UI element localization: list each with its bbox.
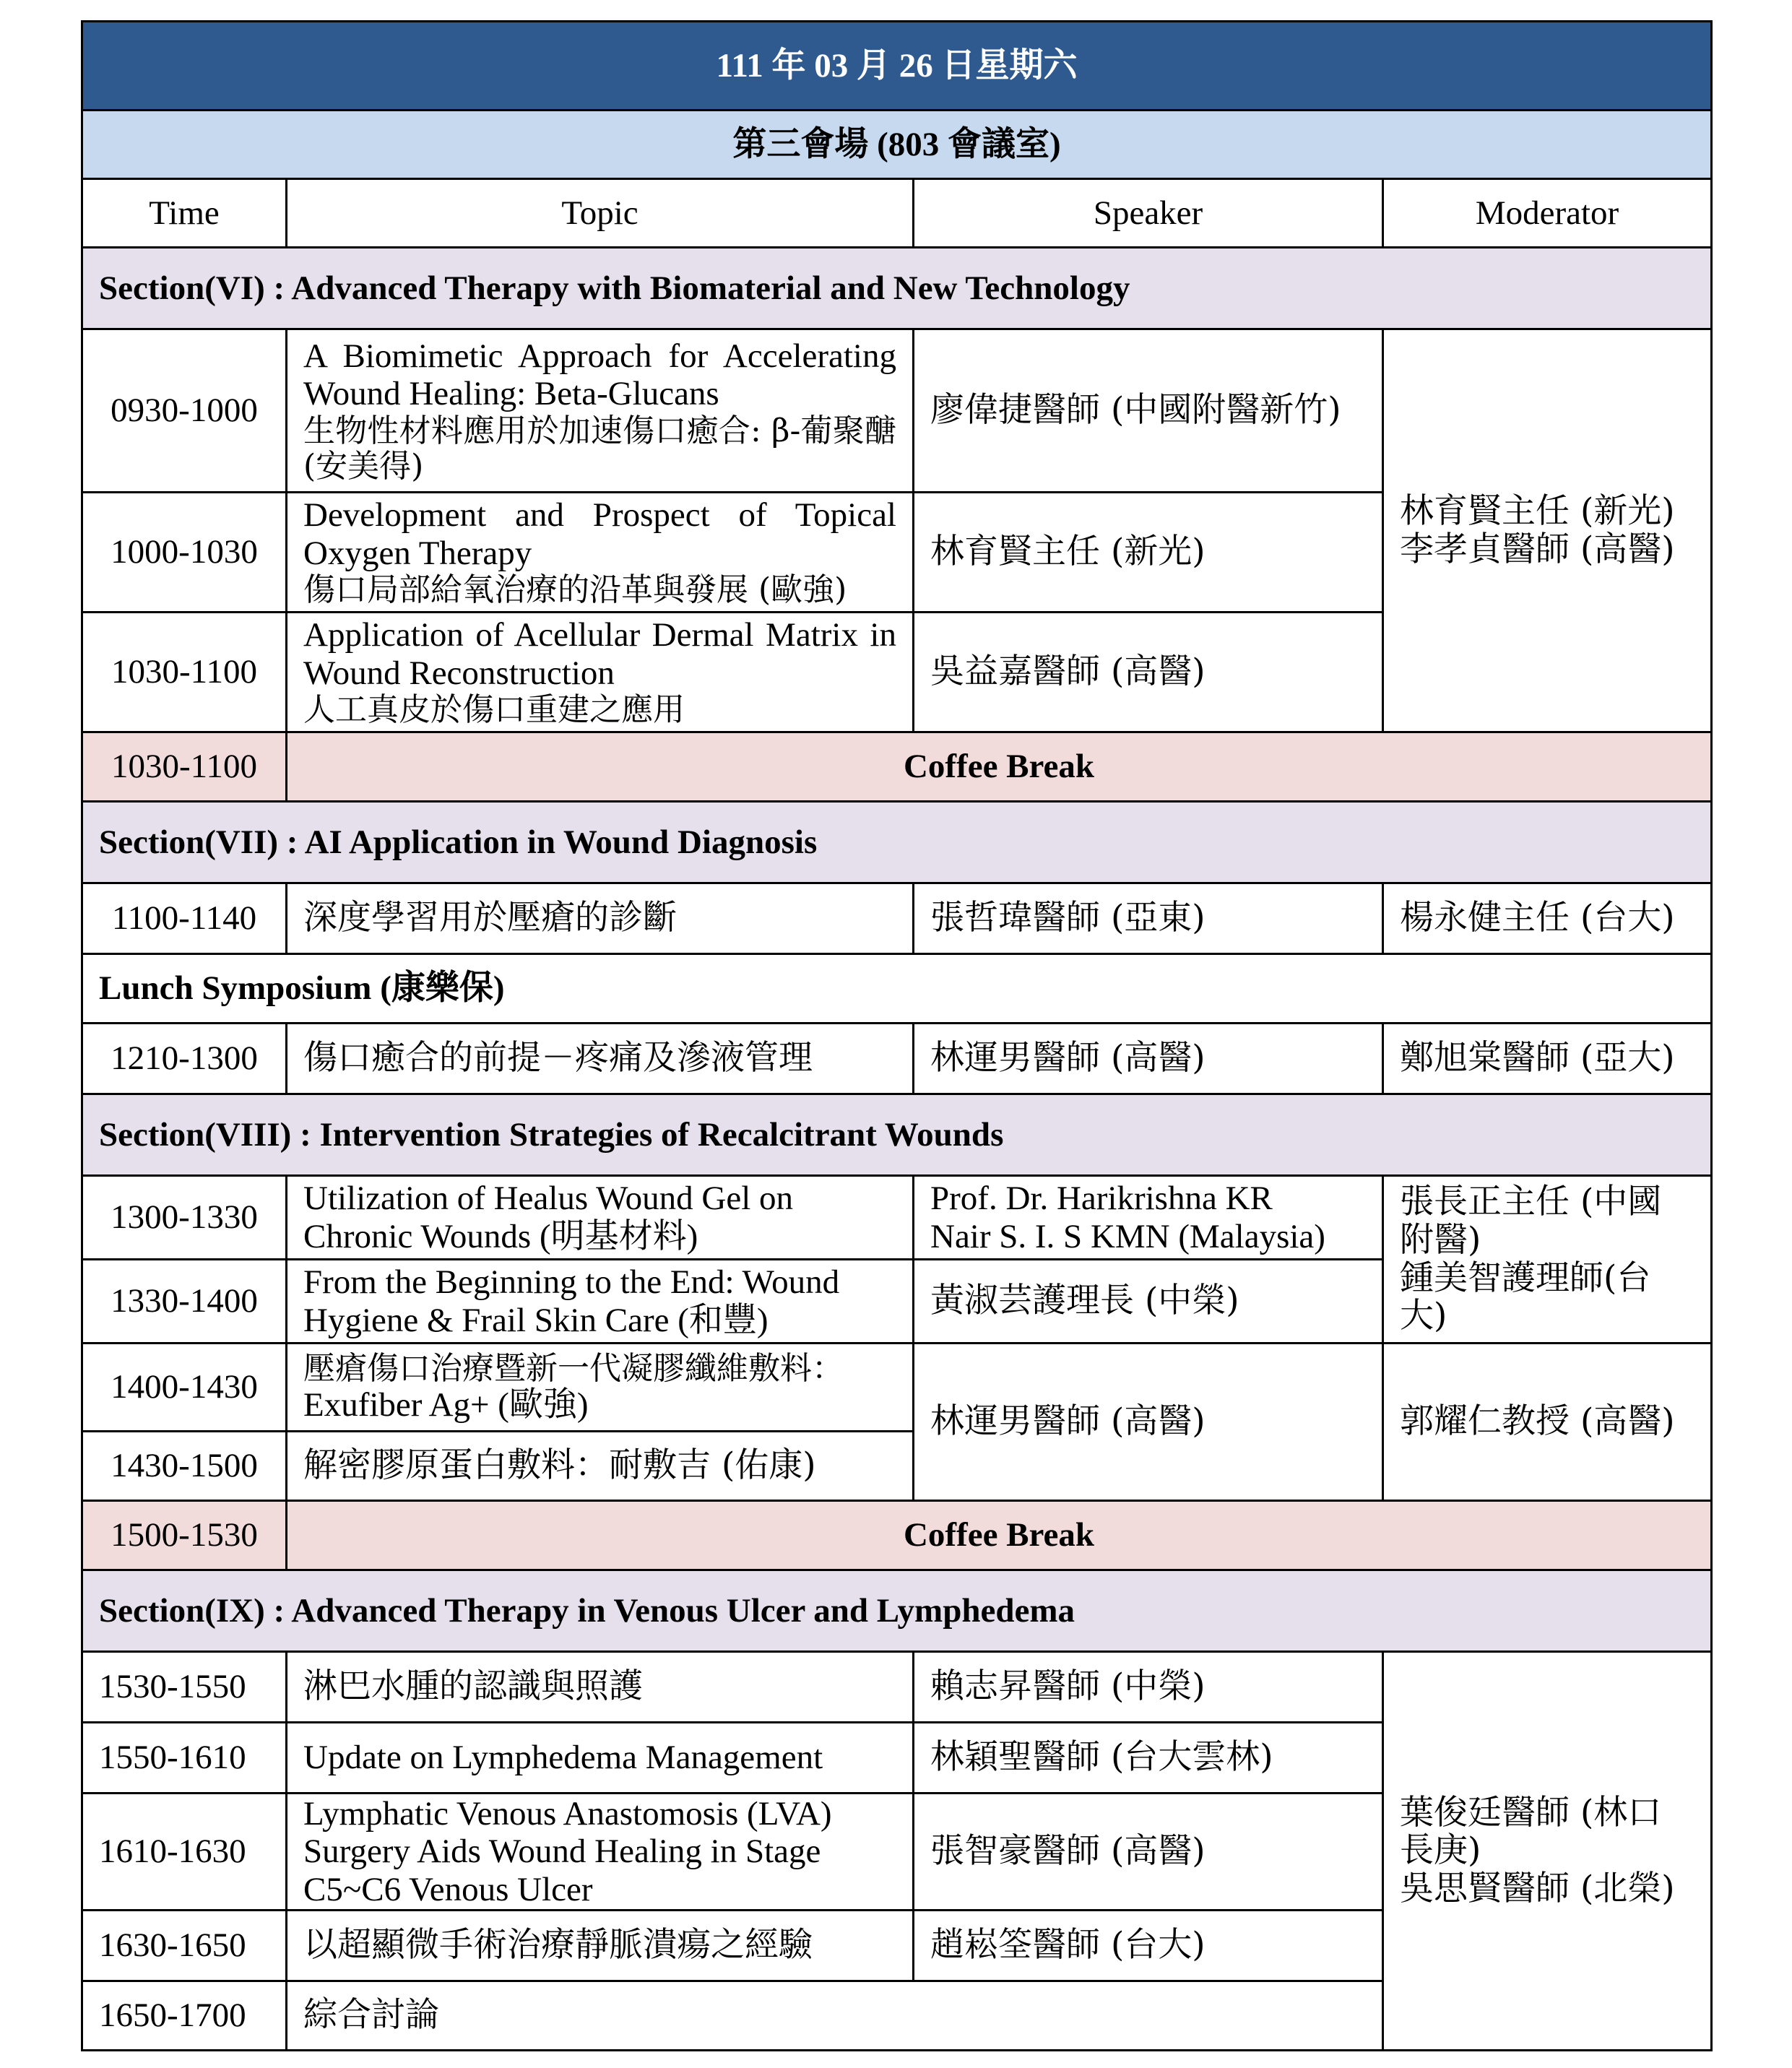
time-cell: 1300-1330 xyxy=(82,1176,287,1260)
time-cell: 1630-1650 xyxy=(82,1911,287,1981)
speaker-cell: 張哲瑋醫師 (亞東) xyxy=(914,883,1383,954)
speaker-cell: 吳益嘉醫師 (高醫) xyxy=(914,613,1383,732)
time-cell: 1000-1030 xyxy=(82,493,287,613)
speaker-cell: 廖偉捷醫師 (中國附醫新竹) xyxy=(914,329,1383,493)
speaker-cell: 黃淑芸護理長 (中榮) xyxy=(914,1260,1383,1344)
moderator-name: 林育賢主任 (新光) xyxy=(1400,490,1675,531)
lunch-symposium-header: Lunch Symposium (康樂保) xyxy=(82,954,1712,1024)
time-cell: 1430-1500 xyxy=(82,1432,287,1501)
date-title: 111 年 03 月 26 日星期六 xyxy=(82,22,1712,111)
break-time: 1500-1530 xyxy=(82,1501,287,1570)
time-cell: 1030-1100 xyxy=(82,613,287,732)
topic-en: A Biomimetic Approach for Accelerating Wound Healing: Beta-Glucans xyxy=(303,337,896,413)
venue-title: 第三會場 (803 會議室) xyxy=(82,111,1712,179)
topic-en: Development and Prospect of Topical Oxygen Therapy xyxy=(303,496,896,572)
topic-cell: 深度學習用於壓瘡的診斷 xyxy=(287,883,914,954)
topic-cell: 淋巴水腫的認識與照護 xyxy=(287,1652,914,1723)
speaker-cell: 趙崧筌醫師 (台大) xyxy=(914,1911,1383,1981)
coffee-break-label: Coffee Break xyxy=(287,1501,1712,1570)
time-cell: 1650-1700 xyxy=(82,1981,287,2051)
table-row xyxy=(82,329,1712,493)
speaker-cell: 林運男醫師 (高醫) xyxy=(914,1024,1383,1094)
topic-cell: From the Beginning to the End: Wound Hygiene & Frail Skin Care (和豐) xyxy=(287,1260,914,1344)
topic-cell xyxy=(287,329,914,493)
break-row xyxy=(82,1501,1712,1570)
agenda-table xyxy=(81,20,1713,2051)
speaker-cell: 林穎聖醫師 (台大雲林) xyxy=(914,1723,1383,1794)
moderator-cell xyxy=(1383,1652,1712,2051)
section-header: Section(VI) : Advanced Therapy with Biomaterial and New Technology xyxy=(82,248,1712,329)
coffee-break-label: Coffee Break xyxy=(287,732,1712,802)
topic-cell xyxy=(287,613,914,732)
speaker-cell: 張智豪醫師 (高醫) xyxy=(914,1794,1383,1911)
topic-cell: 以超顯微手術治療靜脈潰瘍之經驗 xyxy=(287,1911,914,1981)
table-row xyxy=(82,883,1712,954)
topic-cell: 解密膠原蛋白敷料：耐敷吉 (佑康) xyxy=(287,1432,914,1501)
topic-zh: 傷口局部給氧治療的沿革與發展 (歐強) xyxy=(303,571,847,609)
moderator-cell: 郭耀仁教授 (高醫) xyxy=(1383,1344,1712,1501)
time-cell: 1550-1610 xyxy=(82,1723,287,1794)
topic-zh: 人工真皮於傷口重建之應用 xyxy=(303,691,685,729)
table-row xyxy=(82,1024,1712,1094)
break-time: 1030-1100 xyxy=(82,732,287,802)
speaker-cell: 林育賢主任 (新光) xyxy=(914,493,1383,613)
speaker-cell: 賴志昇醫師 (中榮) xyxy=(914,1652,1383,1723)
speaker-cell xyxy=(914,1176,1383,1260)
section-header: Section(VIII) : Intervention Strategies of Recalcitrant Wounds xyxy=(82,1094,1712,1176)
header-speaker: Speaker xyxy=(914,179,1383,248)
moderator-cell: 鄭旭棠醫師 (亞大) xyxy=(1383,1024,1712,1094)
topic-zh: 壓瘡傷口治療暨新一代凝膠纖維敷料： xyxy=(303,1349,844,1387)
speaker-line: Prof. Dr. Harikrishna KR xyxy=(930,1179,1273,1217)
topic-zh: 生物性材料應用於加速傷口癒合: β-葡聚醣 (安美得) xyxy=(303,412,896,485)
header-moderator: Moderator xyxy=(1383,179,1712,248)
moderator-name: 李孝貞醫師 (高醫) xyxy=(1400,529,1675,569)
section-header: Section(IX) : Advanced Therapy in Venous Ulcer and Lymphedema xyxy=(82,1570,1712,1652)
topic-en: Application of Acellular Dermal Matrix in Wound Reconstruction xyxy=(303,616,896,692)
table-row xyxy=(82,1652,1712,1723)
topic-cell: 綜合討論 xyxy=(287,1981,1383,2051)
moderator-cell xyxy=(1383,1176,1712,1344)
table-row xyxy=(82,1176,1712,1260)
time-cell: 1530-1550 xyxy=(82,1652,287,1723)
time-cell: 0930-1000 xyxy=(82,329,287,493)
time-cell: 1610-1630 xyxy=(82,1794,287,1911)
topic-cell xyxy=(287,1344,914,1432)
topic-cell: Lymphatic Venous Anastomosis (LVA) Surgery Aids Wound Healing in Stage C5~C6 Venous Ulcer xyxy=(287,1794,914,1911)
speaker-line: Nair S. I. S KMN (Malaysia) xyxy=(930,1217,1325,1255)
topic-en: Exufiber Ag+ (歐強) xyxy=(303,1385,589,1424)
header-topic: Topic xyxy=(287,179,914,248)
moderator-name: 吳思賢醫師 (北榮) xyxy=(1400,1868,1675,1908)
moderator-name: 葉俊廷醫師 (林口長庚) xyxy=(1400,1792,1662,1871)
break-row xyxy=(82,732,1712,802)
topic-cell: Utilization of Healus Wound Gel on Chronic Wounds (明基材料) xyxy=(287,1176,914,1260)
time-cell: 1100-1140 xyxy=(82,883,287,954)
moderator-name: 張長正主任 (中國附醫) xyxy=(1400,1182,1662,1260)
time-cell: 1400-1430 xyxy=(82,1344,287,1432)
section-header: Section(VII) : AI Application in Wound Diagnosis xyxy=(82,802,1712,883)
moderator-cell: 楊永健主任 (台大) xyxy=(1383,883,1712,954)
moderator-cell xyxy=(1383,329,1712,732)
topic-cell: 傷口癒合的前提－疼痛及滲液管理 xyxy=(287,1024,914,1094)
time-cell: 1210-1300 xyxy=(82,1024,287,1094)
topic-cell xyxy=(287,493,914,613)
header-time: Time xyxy=(82,179,287,248)
table-row xyxy=(82,1344,1712,1432)
moderator-name: 鍾美智護理師(台大) xyxy=(1400,1258,1651,1336)
time-cell: 1330-1400 xyxy=(82,1260,287,1344)
speaker-cell: 林運男醫師 (高醫) xyxy=(914,1344,1383,1501)
topic-cell: Update on Lymphedema Management xyxy=(287,1723,914,1794)
